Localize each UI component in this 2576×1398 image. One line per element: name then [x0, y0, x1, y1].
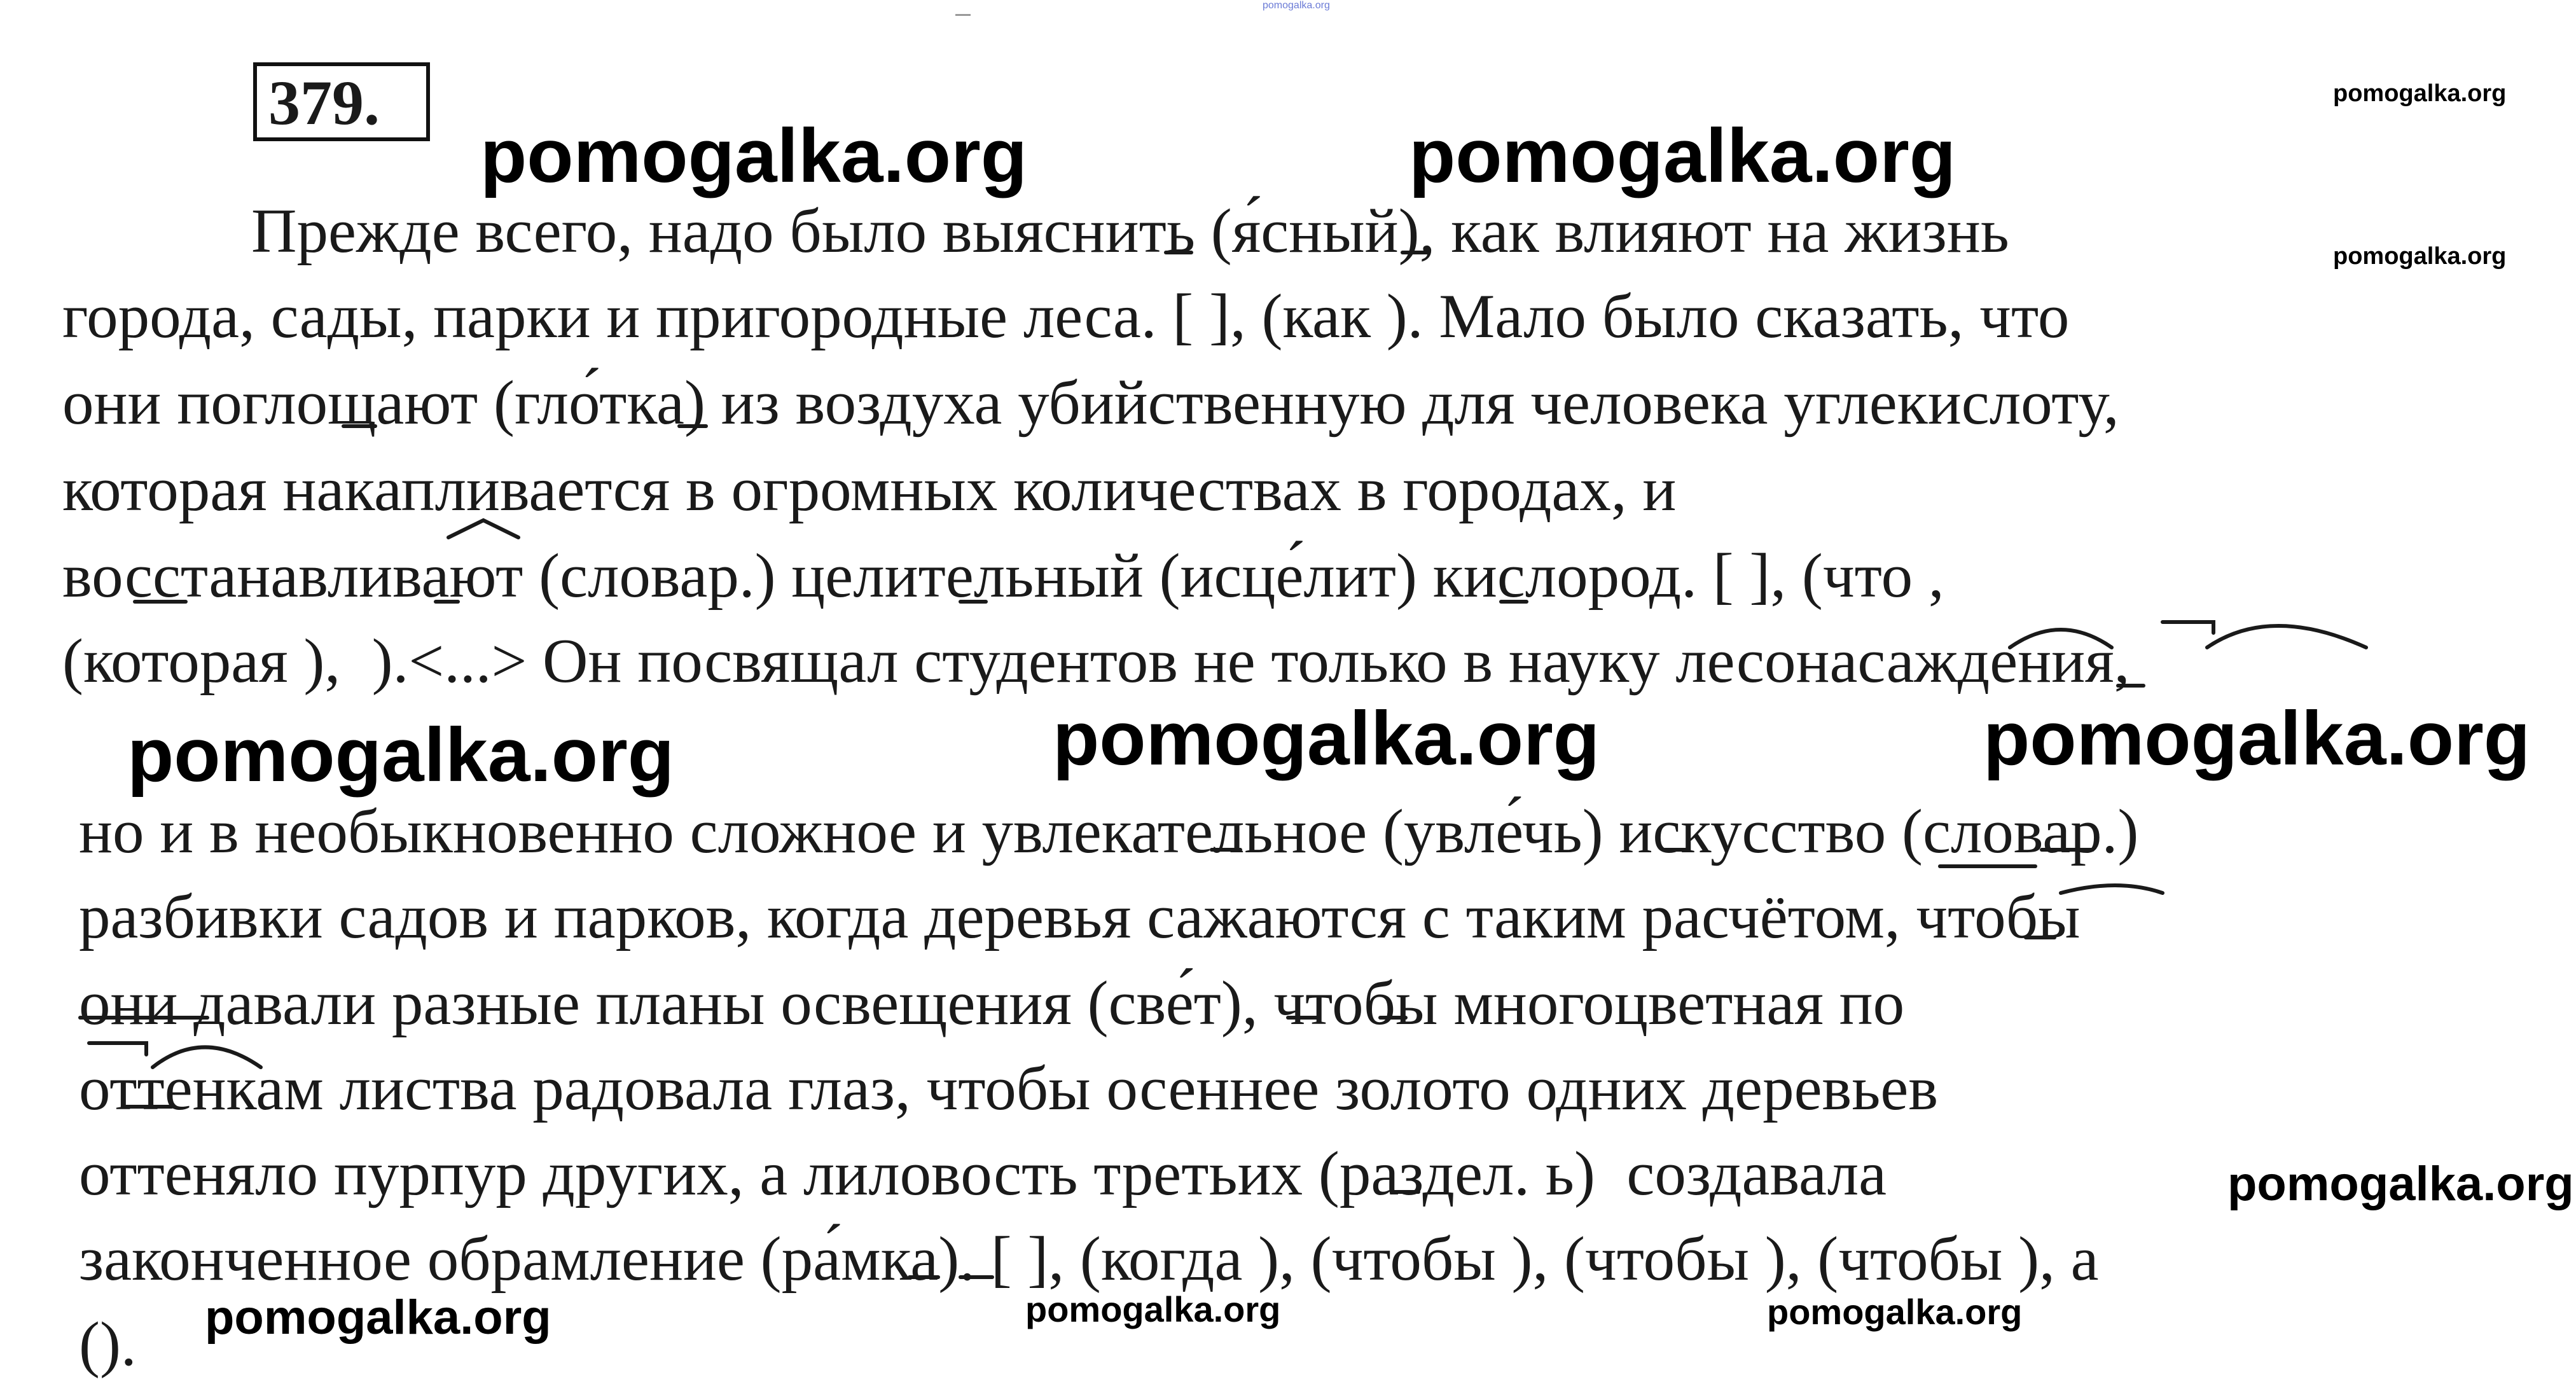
watermark-top-left: pomogalka.org: [480, 113, 1028, 198]
text-line-3: они поглощают (гло́тка) из воздуха убийственную для человека углекислоту,: [62, 368, 2119, 438]
exercise-number-dot: .: [364, 67, 380, 138]
watermark-bottom-left: pomogalka.org: [205, 1291, 551, 1345]
text-line-13: ().: [79, 1310, 137, 1379]
prefix-bracket-na: [2163, 622, 2213, 633]
text-line-8: разбивки садов и парков, когда деревья сажаются с таким расчётом, чтобы: [79, 882, 2081, 952]
prefix-bracket-ot: [89, 1043, 146, 1055]
watermark-top-right-small: pomogalka.org: [2333, 80, 2507, 107]
root-caret-nakaplivaetsya: [448, 520, 518, 537]
watermark-bottom-center: pomogalka.org: [1025, 1289, 1281, 1329]
exercise-number-value: 379: [268, 67, 364, 138]
root-arc-ten: [153, 1048, 261, 1068]
text-line-6: (которая ), ).<...> Он посвящал студентов не только в науку лесонасаждения,: [62, 626, 2130, 696]
text-line-1: Прежде всего, надо было выяснить (я́сный), как влияют на жизнь: [251, 197, 2009, 266]
text-line-10: оттенкам листва радовала глаз, чтобы осеннее золото одних деревьев: [79, 1054, 1939, 1123]
watermark-mid-center: pomogalka.org: [1053, 696, 1600, 781]
watermark-tiny-top: pomogalka.org: [1263, 0, 1330, 11]
watermark-right-small-2: pomogalka.org: [2333, 243, 2507, 270]
text-line-11: оттеняло пурпур других, а лиловость третьих (раздел. ь) создавала: [79, 1139, 1887, 1208]
watermark-bottom-right: pomogalka.org: [1767, 1292, 2023, 1332]
watermark-mid-left: pomogalka.org: [127, 712, 675, 798]
root-arc-les: [2010, 630, 2112, 647]
root-arc-chet: [2061, 885, 2163, 893]
watermark-lower-right-small: pomogalka.org: [2227, 1157, 2574, 1211]
text-line-12: законченное обрамление (ра́мка). [ ], (когда ), (чтобы ), (чтобы ), (чтобы ), а: [79, 1224, 2099, 1294]
watermark-mid-right: pomogalka.org: [1983, 696, 2531, 781]
text-line-5: восстанавливают (словар.) целительный (исце́лит) кислород. [ ], (что ,: [62, 541, 1944, 611]
text-line-4: которая накапливается в огромных количествах в городах, и: [62, 455, 1677, 524]
watermark-top-center: pomogalka.org: [1409, 113, 1956, 198]
text-line-9: они давали разные планы освещения (све́т), чтобы многоцветная по: [79, 969, 1905, 1038]
root-arc-sazhd: [2207, 626, 2366, 647]
text-line-7: но и в необыкновенно сложное и увлекательное (увле́чь) искусство (словар.): [79, 797, 2139, 866]
text-line-2: города, сады, парки и пригородные леса. [ ], (как ). Мало было сказать, что: [62, 282, 2070, 351]
